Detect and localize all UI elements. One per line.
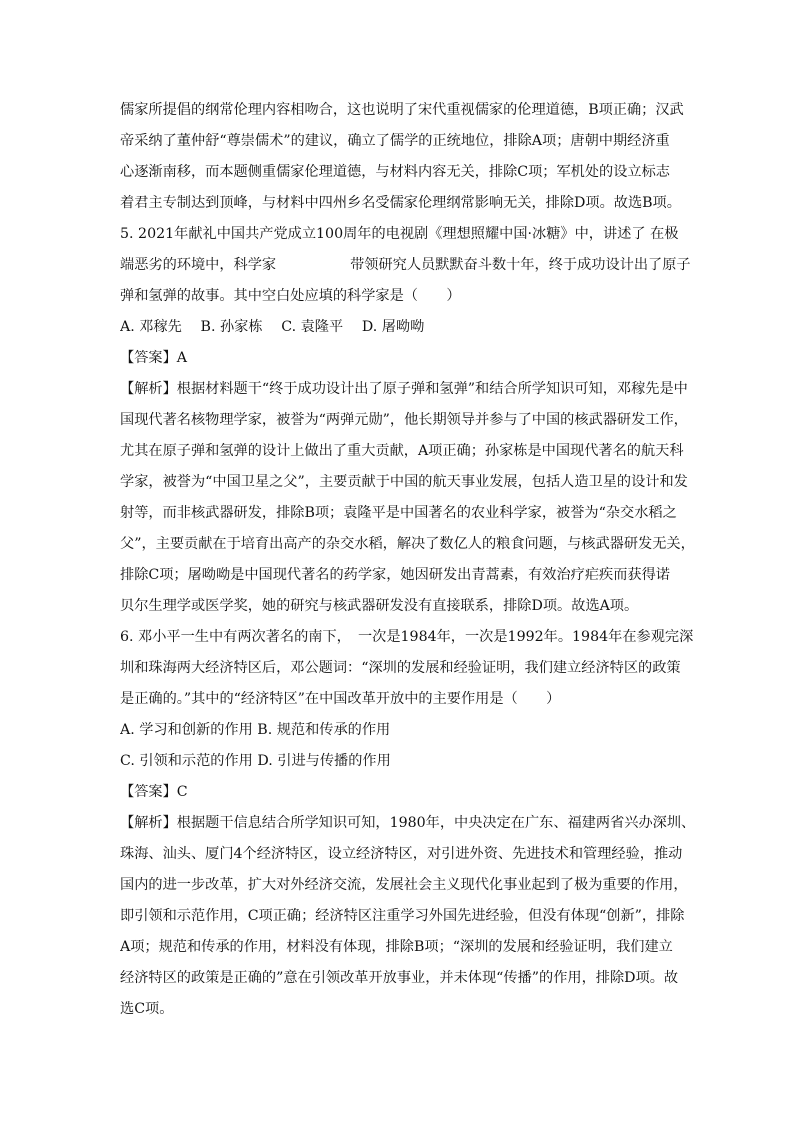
text-line: 圳和珠海两大经济特区后，邓公题词：“深圳的发展和经验证明，我们建立经济特区的政策 — [120, 660, 681, 676]
question-6-stem: 6. 邓小平一生中有两次著名的南下， 一次是1984年，一次是1992年。1984年在参观完深 — [120, 629, 694, 645]
text-line: 经济特区的政策是正确的”意在引领改革开放事业，并未体现“传播”的作用，排除D项。故 — [120, 970, 679, 986]
text-line: 尤其在原子弹和氢弹的设计上做出了重大贡献，A项正确；孙家栋是中国现代著名的航天科 — [120, 443, 684, 459]
text-line: 父”，主要贡献在于培育出高产的杂交水稻，解决了数亿人的粮食问题，与核武器研发无关， — [120, 536, 695, 552]
text-line: 儒家所提倡的纲常伦理内容相吻合，这也说明了宋代重视儒家的伦理道德，B项正确；汉武 — [120, 102, 684, 118]
text-line: 即引领和示范作用，C项正确；经济特区注重学习外国先进经验，但没有体现“创新”，排除 — [120, 908, 685, 924]
analysis-5: 【解析】根据材料题干“终于成功设计出了原子弹和氢弹”和结合所学知识可知，邓稼先是中 — [120, 381, 688, 397]
question-5-stem-blank-line — [120, 255, 700, 275]
text-before-blank: 端恶劣的环境中，科学家 — [120, 257, 277, 273]
text-line: 排除C项；屠呦呦是中国现代著名的药学家，她因研发出青蒿素，有效治疗疟疾而获得诺 — [120, 567, 670, 583]
answer-5: 【答案】A — [120, 350, 187, 366]
text-line: 国内的进一步改革，扩大对外经济交流，发展社会主义现代化事业起到了极为重要的作用， — [120, 877, 688, 893]
text-after-blank: 带领研究人员默默奋斗数十年，终于成功设计出了原子 — [350, 257, 691, 273]
question-6-options-cd: C. 引领和示范的作用 D. 引进与传播的作用 — [120, 753, 391, 769]
question-5-stem: 5. 2021年献礼中国共产党成立100周年的电视剧《理想照耀中国·冰糖》中，讲述了 在极 — [120, 226, 679, 242]
analysis-6: 【解析】根据题干信息结合所学知识可知，1980年，中央决定在广东、福建两省兴办深圳、 — [120, 815, 696, 831]
text-line: 心逐渐南移，而本题侧重儒家伦理道德，与材料内容无关，排除C项；军机处的设立标志 — [120, 164, 670, 180]
text-line: 国现代著名核物理学家，被誉为“两弹元勋”，他长期领导并参与了中国的核武器研发工作， — [120, 412, 688, 428]
text-line: 帝采纳了董仲舒“尊崇儒术”的建议，确立了儒学的正统地位，排除A项；唐朝中期经济重 — [120, 133, 670, 149]
text-line: 射等，而非核武器研发，排除B项；袁隆平是中国著名的农业科学家，被誉为“杂交水稻之 — [120, 505, 677, 521]
text-line: 珠海、汕头、厦门4个经济特区，设立经济特区，对引进外资、先进技术和管理经验，推动 — [120, 846, 683, 862]
text-line: A项；规范和传承的作用，材料没有体现，排除B项；“深圳的发展和经验证明，我们建立 — [120, 939, 673, 955]
answer-6: 【答案】C — [120, 784, 188, 800]
text-line: 着君主专制达到顶峰，与材料中四州乡名受儒家伦理纲常影响无关，排除D项。故选B项。 — [120, 195, 681, 211]
text-line: 学家，被誉为“中国卫星之父”，主要贡献于中国的航天事业发展，包括人造卫星的设计和发 — [120, 474, 688, 490]
question-5-stem-end: 弹和氢弹的故事。其中空白处应填的科学家是（ ） — [120, 288, 461, 304]
question-6-options-ab: A. 学习和创新的作用 B. 规范和传承的作用 — [120, 722, 391, 738]
text-line: 选C项。 — [120, 1001, 174, 1017]
text-line: 是正确的。”其中的“经济特区”在中国改革开放中的主要作用是（ ） — [120, 691, 561, 707]
question-5-options: A. 邓稼先 B. 孙家栋 C. 袁隆平 D. 屠呦呦 — [120, 319, 425, 335]
text-line: 贝尔生理学或医学奖，她的研究与核武器研发没有直接联系，排除D项。故选A项。 — [120, 598, 639, 614]
